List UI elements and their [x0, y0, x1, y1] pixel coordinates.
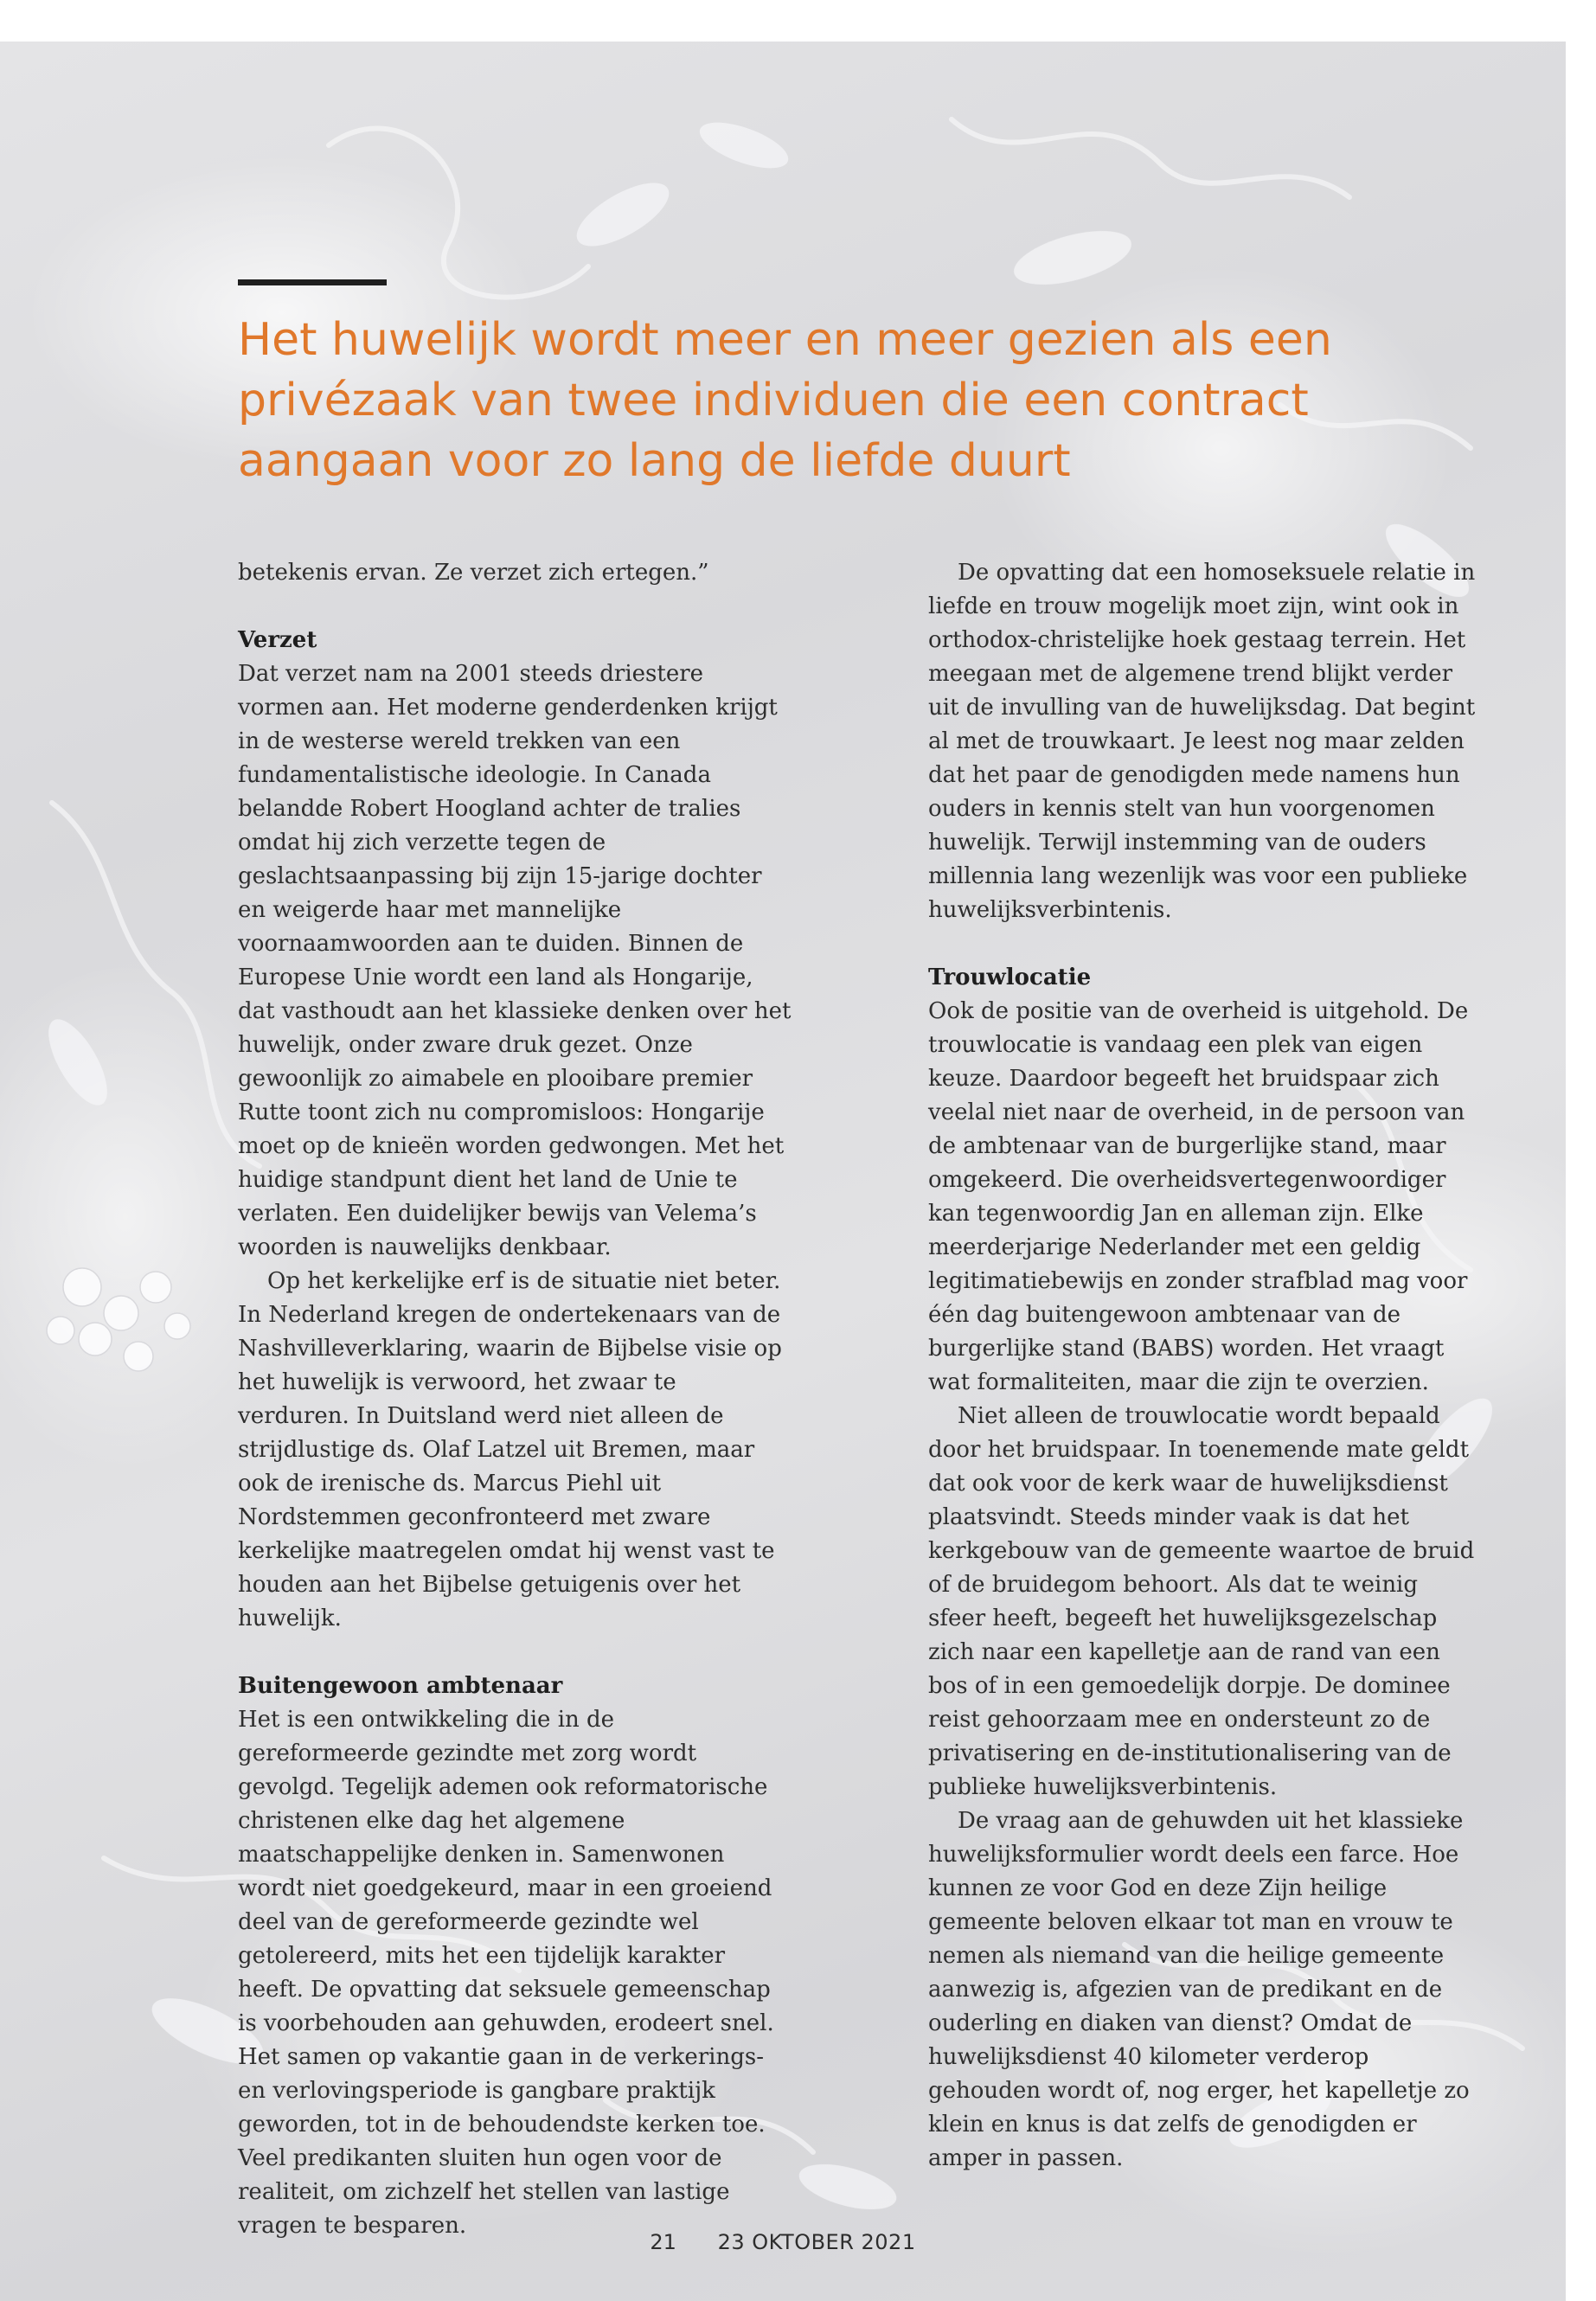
magazine-page — [0, 42, 1566, 2301]
body-paragraph: Niet alleen de trouwlocatie wordt bepaald door het bruidspaar. In toenemende mate geldt dat ook voor de kerk waar de huwelijksdienst plaatsvindt. Steeds minder vaak is dat het kerkgebouw van de gemeente waartoe de bruid of de bruidegom behoort. Als dat te weinig sfeer heeft, begeeft het huwelijksgezelschap zich naar een kapelletje aan de rand van een bos of in een gemoedelijk dorpje. De dominee reist gehoorzaam mee en ondersteunt zo de privatisering en de-institutionalisering van de publieke huwelijksverbintenis. — [928, 1403, 1475, 1800]
headline-rule — [238, 279, 387, 285]
body-paragraph: Dat verzet nam na 2001 steeds driestere vormen aan. Het moderne genderdenken krijgt in de westerse wereld trekken van een fundamentalistische ideologie. In Canada belandde Robert Hoogland achter de tralies omdat hij zich verzette tegen de geslachtsaanpassing bij zijn 15-jarige dochter en weigerde haar met mannelijke voornaamwoorden aan te duiden. Binnen de Europese Unie wordt een land als Hongarije, dat vasthoudt aan het klassieke denken over het huwelijk, onder zware druk gezet. Onze gewoonlijk zo aimabele en plooibare premier Rutte toont zich nu compromisloos: Hongarije moet op de knieën worden gedwongen. Met het huidige standpunt dient het land de Unie te verlaten. Een duidelijker bewijs van Velema’s woorden is nauwelijks denkbaar. — [238, 661, 792, 1260]
body-paragraph: Op het kerkelijke erf is de situatie niet beter. In Nederland kregen de ondertekenaars van de Nashvilleverklaring, waarin de Bijbelse visie op het huwelijk is verwoord, het zwaar te verduren. In Duitsland werd niet alleen de strijdlustige ds. Olaf Latzel uit Bremen, maar ook de irenische ds. Marcus Piehl uit Nordstemmen geconfronteerd met zware kerkelijke maatregelen omdat hij wenst vast te houden aan het Bijbelse getuigenis over het huwelijk. — [238, 1268, 782, 1631]
right-column — [928, 556, 1482, 2176]
opening-paragraph: betekenis ervan. Ze verzet zich ertegen.” — [238, 560, 709, 586]
body-paragraph: Ook de positie van de overheid is uitgehold. De trouwlocatie is vandaag een plek van eigen keuze. Daardoor begeeft het bruidspaar zich veelal niet naar de overheid, in de persoon van de ambtenaar van de burgerlijke stand, maar omgekeerd. Die overheidsvertegenwoordiger kan tegenwoordig Jan en alleman zijn. Elke meerderjarige Nederlander met een geldig legitimatiebewijs en zonder strafblad mag voor één dag buitengewoon ambtenaar van de burgerlijke stand (BABS) worden. Het vraagt wat formaliteiten, maar die zijn te overzien. — [928, 998, 1469, 1395]
section-heading-trouwlocatie: Trouwlocatie — [928, 965, 1092, 990]
section-heading-buitengewoon-ambtenaar: Buitengewoon ambtenaar — [238, 1673, 563, 1699]
body-paragraph: Het is een ontwikkeling die in de gereformeerde gezindte met zorg wordt gevolgd. Tegelijk ademen ook reformatorische christenen elke dag het algemene maatschappelijke denken in. Samenwonen wordt niet goedgekeurd, maar in een groeiend deel van de gereformeerde gezindte wel getolereerd, mits het een tijdelijk karakter heeft. De opvatting dat seksuele gemeenschap is voorbehouden aan gehuwden, erodeert snel. Het samen op vakantie gaan in de verkerings- en verlovingsperiode is gangbare praktijk geworden, tot in de behoudendste kerken toe. Veel predikanten sluiten hun ogen voor de realiteit, om zichzelf het stellen van lastige vragen te besparen. — [238, 1707, 774, 2239]
body-paragraph: De vraag aan de gehuwden uit het klassieke huwelijksformulier wordt deels een farce. Hoe kunnen ze voor God en deze Zijn heilige gemeente beloven elkaar tot man en vrouw te nemen als niemand van die heilige gemeente aanwezig is, afgezien van de predikant en de ouderling en diaken van dienst? Omdat de huwelijksdienst 40 kilometer verderop gehouden wordt of, nog erger, het kapelletje zo klein en knus is dat zelfs de genodigden er amper in passen. — [928, 1808, 1470, 2171]
page-footer — [0, 2230, 1566, 2254]
pearl-cluster — [47, 1268, 190, 1371]
issue-date: 23 OKTOBER 2021 — [717, 2230, 916, 2254]
page-number: 21 — [650, 2230, 676, 2254]
section-heading-verzet: Verzet — [238, 627, 317, 653]
pull-quote-headline: Het huwelijk wordt meer en meer gezien als een privézaak van twee individuen die een contract aangaan voor zo lang de liefde duurt — [238, 314, 1332, 487]
left-column — [238, 556, 792, 2243]
body-paragraph: De opvatting dat een homoseksuele relatie in liefde en trouw mogelijk moet zijn, wint ook in orthodox-christelijke hoek gestaag terrein. Het meegaan met de algemene trend blijkt verder uit de invulling van de huwelijksdag. Dat begint al met de trouwkaart. Je leest nog maar zelden dat het paar de genodigden mede namens hun ouders in kennis stelt van hun voorgenomen huwelijk. Terwijl instemming van de ouders millennia lang wezenlijk was voor een publieke huwelijksverbintenis. — [928, 560, 1476, 923]
